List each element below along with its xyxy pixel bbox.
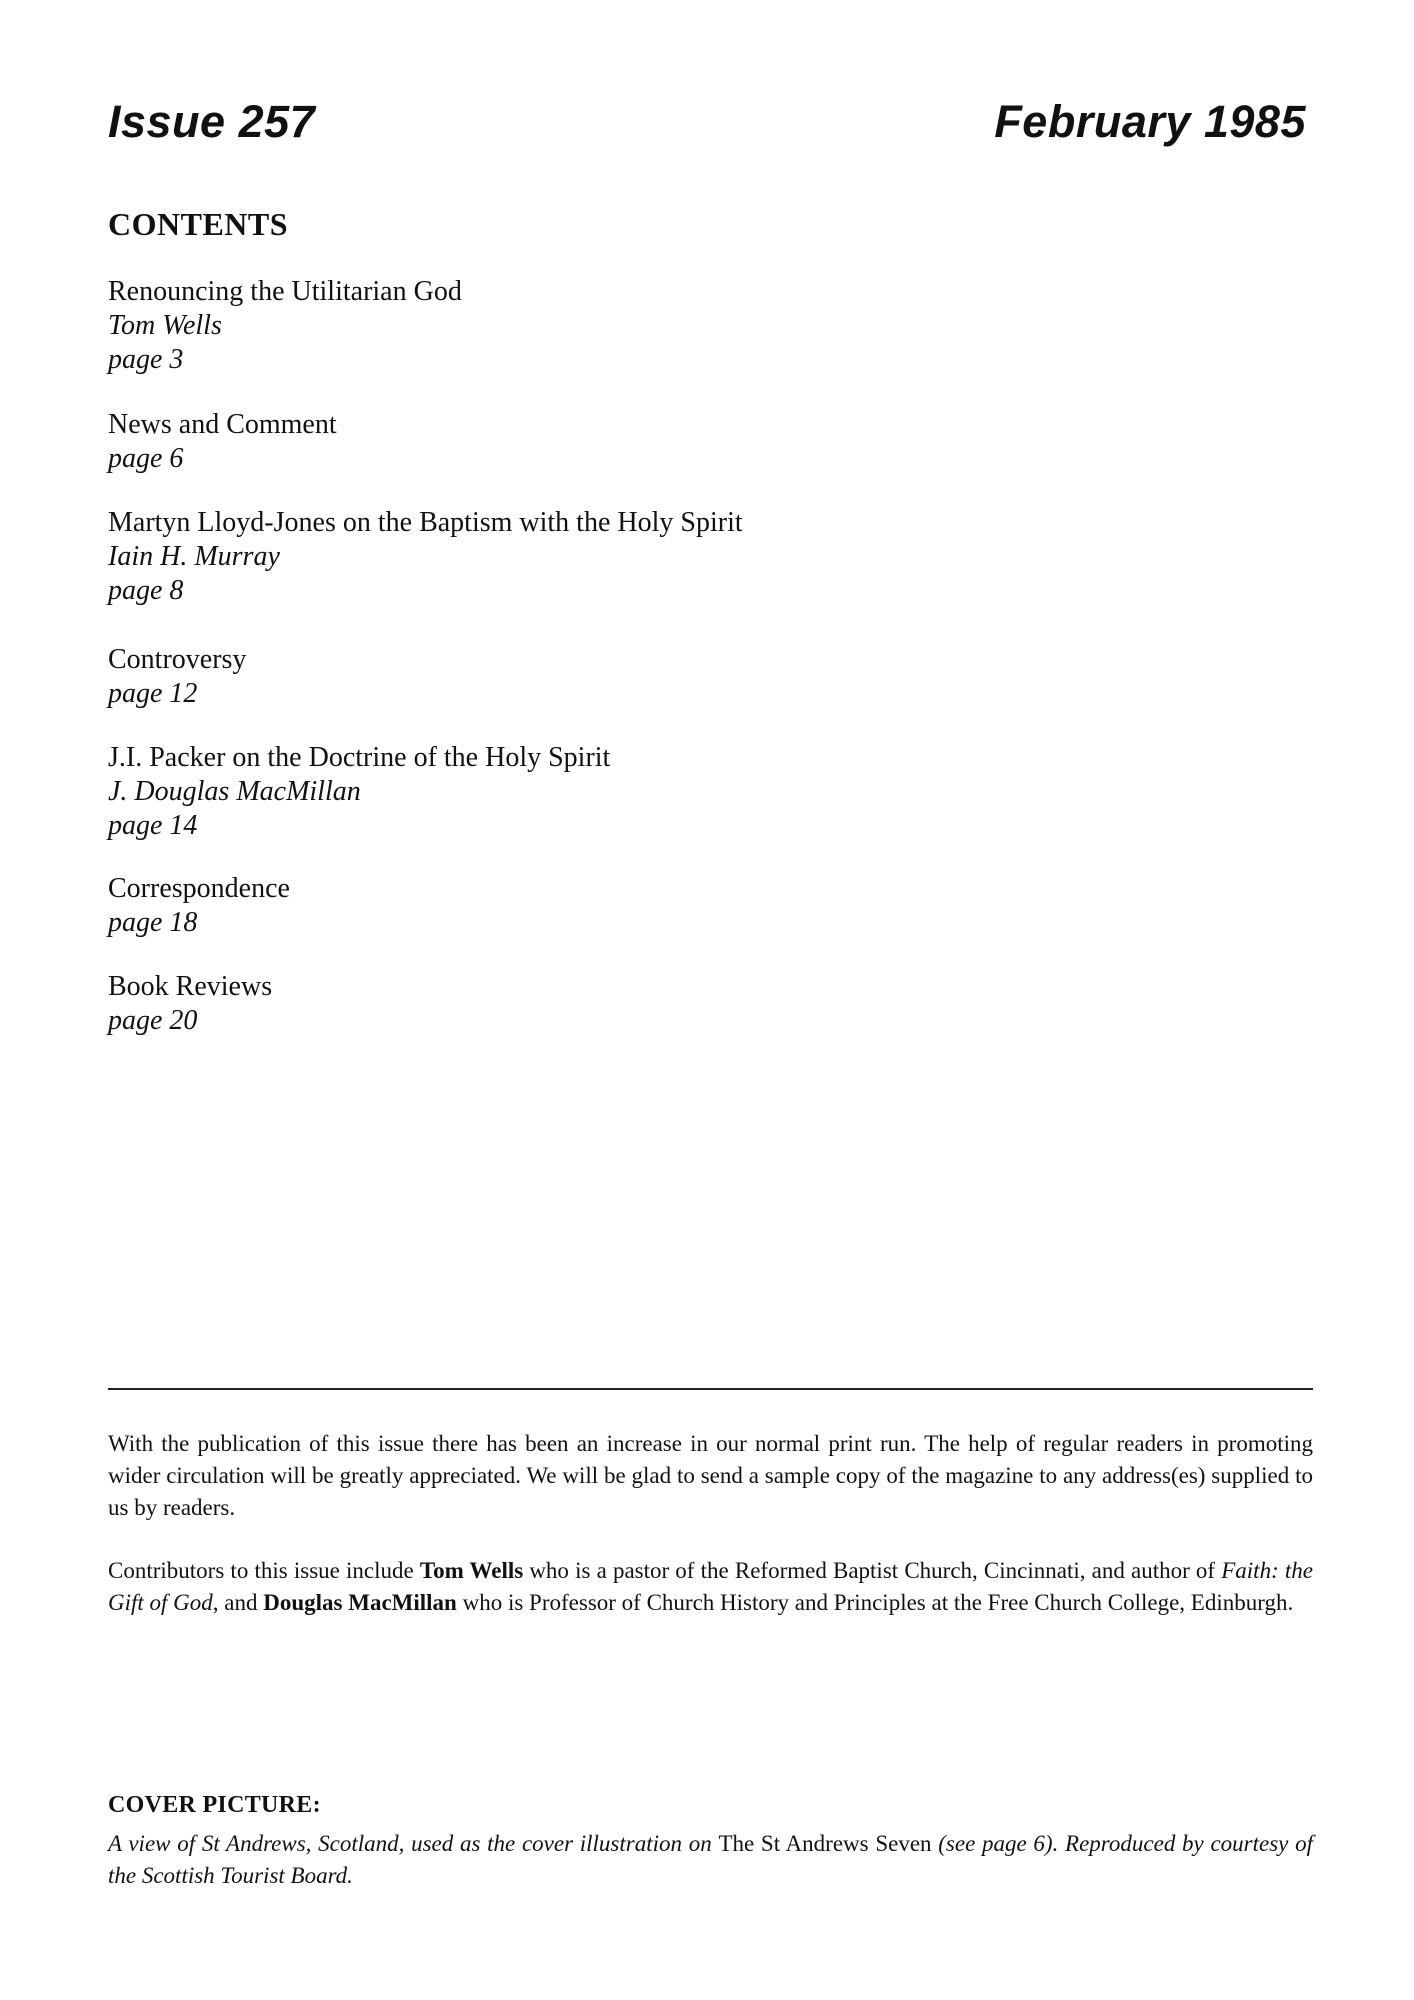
- contents-entry: [108, 872, 290, 940]
- contributors-note: [108, 1555, 1313, 1619]
- entry-page: page 12: [108, 678, 198, 709]
- contributor-description: who is a pastor of the Reformed Baptist Church, Cincinnati, and author of: [523, 1558, 1222, 1583]
- contents-entry: [108, 506, 743, 608]
- entry-page: page 20: [108, 1005, 198, 1036]
- contributor-description: who is Professor of Church History and Principles at the Free Church College, Edinburgh.: [456, 1590, 1294, 1615]
- cover-picture-caption: [108, 1828, 1313, 1892]
- circulation-notice: With the publication of this issue there has been an increase in our normal print run. The help of regular readers in promoting wider circulation will be greatly appreciated. We will be glad to send a sample copy of the magazine to any address(es) supplied to us by readers.: [108, 1431, 1313, 1520]
- entry-author: Iain H. Murray: [108, 541, 280, 572]
- cover-picture-heading: COVER PICTURE:: [108, 1792, 321, 1818]
- entry-title: News and Comment: [108, 409, 337, 440]
- entry-page: page 18: [108, 907, 198, 938]
- contents-entry: [108, 408, 337, 476]
- contents-entry: [108, 643, 246, 711]
- contents-heading: CONTENTS: [108, 206, 289, 242]
- contributor-name: Tom Wells: [419, 1558, 524, 1583]
- entry-title: Renouncing the Utilitarian God: [108, 276, 462, 307]
- entry-author: J. Douglas MacMillan: [108, 776, 361, 807]
- entry-title: Book Reviews: [108, 971, 273, 1002]
- issue-number: Issue 257: [108, 96, 316, 147]
- entry-author: Tom Wells: [108, 310, 222, 341]
- book-title: Faith: the Gift of God: [108, 1558, 1313, 1615]
- entry-page: page 6: [108, 443, 184, 474]
- book-title: The St Andrews Seven: [718, 1831, 932, 1856]
- horizontal-divider: [108, 1388, 1313, 1390]
- entry-title: J.I. Packer on the Doctrine of the Holy Spirit: [108, 742, 611, 773]
- entry-title: Martyn Lloyd-Jones on the Baptism with the Holy Spirit: [108, 507, 743, 538]
- contributors-intro: Contributors to this issue include: [108, 1558, 420, 1583]
- contributors-connector: , and: [212, 1590, 264, 1615]
- contents-entry: [108, 275, 462, 377]
- entry-page: page 8: [108, 575, 184, 606]
- issue-date: February 1985: [994, 96, 1306, 147]
- entry-title: Correspondence: [108, 873, 290, 904]
- contents-entry: [108, 970, 272, 1038]
- caption-text: A view of St Andrews, Scotland, used as the cover illustration on: [108, 1831, 719, 1856]
- entry-page: page 14: [108, 810, 198, 841]
- page-header: [108, 96, 1306, 148]
- contributor-name: Douglas MacMillan: [263, 1590, 457, 1615]
- contents-entry: [108, 741, 610, 843]
- entry-page: page 3: [108, 344, 184, 375]
- entry-title: Controversy: [108, 644, 247, 675]
- caption-text: (see page 6). Reproduced by courtesy of the Scottish Tourist Board.: [108, 1831, 1313, 1888]
